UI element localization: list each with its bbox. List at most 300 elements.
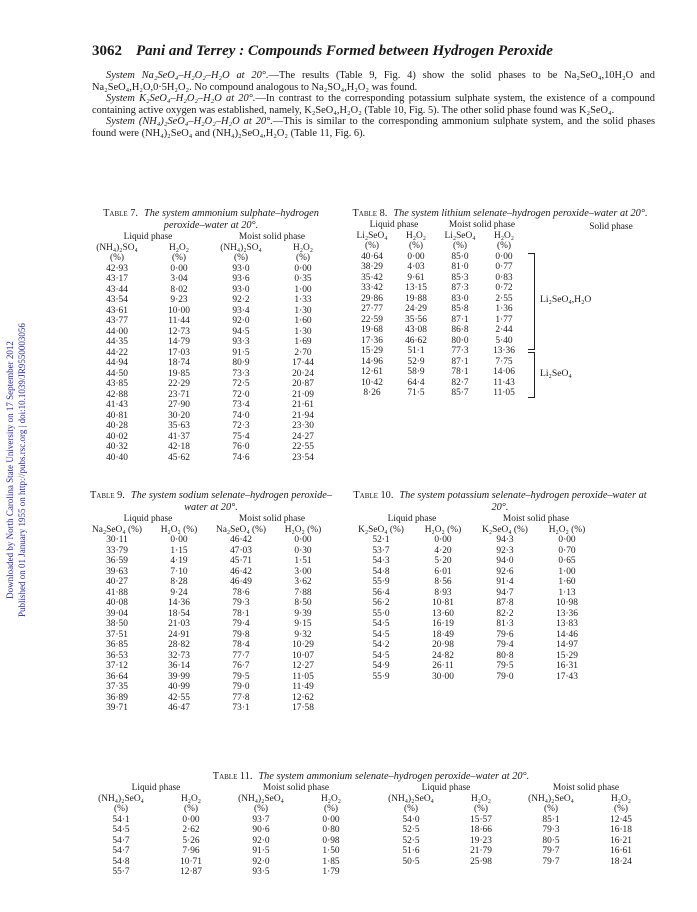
table-cell: 0·98 — [322, 835, 340, 846]
table-row — [350, 325, 650, 336]
table-cell: 16·19 — [432, 619, 454, 629]
table-caption — [350, 208, 650, 220]
table-cell: 18·24 — [610, 856, 632, 867]
table-cell: 21·61 — [292, 400, 314, 410]
table-cell: 1·85 — [322, 856, 340, 867]
table-cell: 3·62 — [294, 577, 312, 587]
table-cell: 1·79 — [322, 867, 340, 877]
table-cell: 85·0 — [451, 251, 469, 262]
liquid-phase-header: Liquid phase — [369, 220, 419, 230]
table-cell: 16·31 — [556, 661, 578, 671]
table-cell: 79·8 — [232, 629, 250, 640]
table-cell: 38·29 — [361, 262, 383, 272]
table-cell: 11·43 — [493, 377, 515, 388]
unit-row — [376, 804, 656, 815]
table-row — [86, 630, 336, 641]
table-cell: 32·73 — [168, 650, 190, 661]
table-cell: 55·7 — [112, 867, 130, 877]
table-cell: 17·43 — [556, 671, 578, 682]
table-cell: 3·00 — [294, 566, 312, 577]
table-cell: 85·8 — [451, 304, 469, 314]
table-cell: 41·37 — [168, 431, 190, 442]
table-7 — [86, 208, 336, 463]
paragraph-potassium — [92, 93, 655, 116]
column-header-row — [86, 525, 336, 536]
table-cell: 78·1 — [451, 367, 469, 377]
table-cell: 93·7 — [252, 814, 270, 825]
table-cell: 7·10 — [170, 566, 188, 577]
table-cell: 44·35 — [106, 337, 128, 347]
unit-label: (%) — [473, 804, 489, 814]
table-cell: 12·87 — [180, 867, 202, 877]
table-row — [350, 304, 650, 315]
table-cell: 23·71 — [168, 389, 190, 400]
unit-row — [350, 241, 650, 252]
group-header-row — [86, 514, 336, 525]
table-cell: 15·29 — [361, 346, 383, 356]
table-cell: 9·32 — [294, 629, 312, 640]
table-cell: 50·5 — [402, 856, 420, 867]
table-cell: 91·4 — [496, 577, 514, 587]
col-header: H₂O₂ — [180, 793, 202, 804]
table-cell: 18·74 — [168, 358, 190, 368]
table-row — [376, 857, 656, 868]
table-cell: 83·0 — [451, 293, 469, 304]
table-cell: 54·1 — [112, 814, 130, 825]
col-header: K₂SeO₄ (%) — [482, 524, 528, 535]
unit-label: (%) — [113, 804, 129, 814]
table-cell: 85·7 — [451, 388, 469, 398]
table-cell: 44·94 — [106, 358, 128, 368]
unit-label: (%) — [364, 241, 380, 251]
table-cell: 21·09 — [292, 389, 314, 400]
table-cell: 75·4 — [232, 431, 250, 442]
table-cell: 26·11 — [432, 661, 454, 671]
table-cell: 54·8 — [112, 856, 130, 867]
table-11-halves — [86, 783, 656, 878]
table-cell: 37·35 — [106, 682, 128, 692]
table-cell: 0·00 — [407, 251, 425, 262]
table-row — [86, 358, 336, 369]
table-cell: 14·96 — [361, 356, 383, 367]
col-header: H₂O₂ — [470, 793, 492, 804]
unit-label: (%) — [403, 804, 419, 814]
phase-label: Li₂SeO₄,H₂O — [540, 293, 592, 305]
unit-label: (%) — [613, 804, 629, 814]
table-cell: 44·22 — [106, 347, 128, 358]
table-cell: 12·45 — [610, 814, 632, 825]
table-body — [86, 815, 376, 878]
table-cell: 91·5 — [252, 846, 270, 856]
table-number: Table 8. — [352, 208, 388, 219]
table-row — [86, 651, 336, 662]
unit-label: (%) — [253, 804, 269, 814]
table-cell: 8·93 — [434, 587, 452, 598]
table-row — [350, 609, 650, 620]
table-cell: 92·2 — [232, 295, 250, 305]
system-heading: System (NH₄)₂SeO₄–H₂O₂–H₂O at 20°. — [106, 116, 273, 128]
table-cell: 40·40 — [106, 452, 128, 463]
table-caption — [86, 771, 656, 783]
table-cell: 82·7 — [451, 377, 469, 388]
table-row — [350, 315, 650, 326]
table-9 — [86, 490, 336, 714]
table-cell: 4·20 — [434, 545, 452, 556]
table-cell: 39·71 — [106, 703, 128, 713]
download-note-line1[interactable]: Downloaded by North Carolina State University on 17 September 2012 — [5, 341, 15, 599]
table-caption — [86, 208, 336, 232]
table-cell: 54·5 — [372, 650, 390, 661]
table-cell: 39·99 — [168, 671, 190, 682]
table-cell: 54·8 — [372, 566, 390, 577]
table-number: Table 10. — [353, 490, 394, 501]
table-cell: 33·42 — [361, 283, 383, 293]
table-cell: 73·3 — [232, 368, 250, 379]
table-cell: 18·54 — [168, 608, 190, 619]
table-row — [350, 273, 650, 284]
table-cell: 35·63 — [168, 421, 190, 431]
table-cell: 18·49 — [432, 629, 454, 640]
table-cell: 73·4 — [232, 400, 250, 410]
table-cell: 73·1 — [232, 703, 250, 713]
table-cell: 21·94 — [292, 410, 314, 421]
table-cell: 5·20 — [434, 556, 452, 566]
table-cell: 40·02 — [106, 431, 128, 442]
table-cell: 79·5 — [496, 661, 514, 671]
table-cell: 24·27 — [292, 431, 314, 442]
table-row — [376, 836, 656, 847]
table-number: Table 9. — [89, 490, 125, 501]
table-cell: 0·83 — [495, 272, 513, 283]
table-cell: 79·0 — [232, 682, 250, 692]
table-cell: 12·61 — [361, 367, 383, 377]
table-caption — [86, 490, 336, 514]
table-cell: 8·56 — [434, 577, 452, 587]
table-row — [86, 815, 376, 826]
table-cell: 41·88 — [106, 587, 128, 598]
table-cell: 10·71 — [180, 856, 202, 867]
table-cell: 19·68 — [361, 325, 383, 335]
table-cell: 37·51 — [106, 629, 128, 640]
table-row — [86, 337, 336, 348]
table-cell: 87·1 — [451, 356, 469, 367]
unit-label: (%) — [171, 253, 187, 263]
unit-label: (%) — [452, 241, 468, 251]
table-cell: 44·50 — [106, 368, 128, 379]
table-cell: 54·2 — [372, 640, 390, 650]
download-margin-note — [4, 190, 30, 750]
table-cell: 92·0 — [232, 316, 250, 326]
paragraph-sodium — [92, 70, 655, 93]
unit-label: (%) — [233, 253, 249, 263]
table-cell: 93·6 — [232, 274, 250, 284]
table-cell: 24·82 — [432, 650, 454, 661]
table-cell: 93·0 — [232, 263, 250, 274]
table-row — [350, 567, 650, 578]
table-cell: 43·85 — [106, 379, 128, 389]
table-cell: 74·0 — [232, 410, 250, 421]
table-cell: 10·07 — [292, 650, 314, 661]
table-cell: 81·3 — [496, 619, 514, 629]
col-header: Li₂SeO₄ — [444, 230, 476, 241]
table-cell: 19·23 — [470, 835, 492, 846]
table-cell: 10·42 — [361, 377, 383, 388]
table-cell: 24·29 — [405, 304, 427, 314]
phase-label: Li₂SeO₄ — [540, 367, 572, 379]
table-row — [86, 264, 336, 275]
col-header: H₂O₂ (%) — [548, 524, 586, 535]
table-cell: 54·3 — [372, 556, 390, 566]
table-row — [86, 836, 376, 847]
table-cell: 43·61 — [106, 305, 128, 316]
table-cell: 42·55 — [168, 692, 190, 703]
table-cell: 1·33 — [294, 295, 312, 305]
table-cell: 18·66 — [470, 825, 492, 835]
table-row — [350, 388, 650, 399]
table-cell: 33·79 — [106, 545, 128, 556]
table-row — [86, 535, 336, 546]
col-header: H₂O₂ — [405, 230, 427, 241]
table-10 — [350, 490, 650, 682]
table-row — [86, 640, 336, 651]
table-cell: 1·00 — [558, 566, 576, 577]
table-row — [86, 577, 336, 588]
table-cell: 54·5 — [372, 619, 390, 629]
table-cell: 1·15 — [170, 545, 188, 556]
table-cell: 52·5 — [402, 825, 420, 835]
table-cell: 0·00 — [558, 535, 576, 545]
table-cell: 24·91 — [168, 629, 190, 640]
table-cell: 76·0 — [232, 442, 250, 452]
table-cell: 58·9 — [407, 367, 425, 377]
table-row — [86, 316, 336, 327]
table-cell: 46·42 — [230, 566, 252, 577]
table-row — [86, 619, 336, 630]
table-cell: 7·75 — [495, 356, 513, 367]
table-row — [350, 556, 650, 567]
table-cell: 30·11 — [106, 535, 128, 545]
table-row — [350, 651, 650, 662]
table-cell: 1·77 — [495, 314, 513, 325]
table-cell: 12·27 — [292, 661, 314, 671]
group-header-row — [86, 232, 336, 243]
table-row — [86, 682, 336, 693]
table-title: The system lithium selenate–hydrogen peroxide–water at 20°. — [393, 208, 648, 219]
table-body — [86, 264, 336, 464]
table-cell: 22·55 — [292, 442, 314, 452]
table-cell: 22·29 — [168, 379, 190, 389]
table-body — [376, 815, 656, 868]
table-cell: 25·98 — [470, 856, 492, 867]
table-row — [86, 825, 376, 836]
table-cell: 13·83 — [556, 619, 578, 629]
table-cell: 51·6 — [402, 846, 420, 856]
table-cell: 14·79 — [168, 337, 190, 347]
table-cell: 0·80 — [322, 825, 340, 835]
table-cell: 46·49 — [230, 577, 252, 587]
group-header-row — [376, 783, 656, 794]
table-cell: 37·12 — [106, 661, 128, 671]
table-cell: 40·81 — [106, 410, 128, 421]
table-cell: 77·3 — [451, 346, 469, 356]
table-number: Table 7. — [103, 208, 138, 219]
table-row — [350, 294, 650, 305]
page-number: 3062 — [92, 43, 122, 59]
table-cell: 8·02 — [170, 284, 188, 295]
liquid-phase-header: Liquid phase — [421, 783, 471, 793]
table-cell: 13·36 — [493, 346, 515, 356]
table-cell: 81·0 — [451, 262, 469, 272]
table-cell: 30·00 — [432, 671, 454, 682]
table-caption — [350, 490, 650, 514]
table-cell: 72·5 — [232, 379, 250, 389]
table-row — [86, 369, 336, 380]
table-cell: 19·88 — [405, 293, 427, 304]
table-row — [376, 846, 656, 857]
col-header: H₂O₂ (%) — [160, 524, 198, 535]
table-cell: 79·7 — [542, 846, 560, 856]
table-cell: 64·4 — [407, 377, 425, 388]
phase-bracket — [528, 352, 535, 398]
paragraph-ammonium — [92, 116, 655, 139]
table-cell: 43·17 — [106, 274, 128, 284]
table-row — [86, 556, 336, 567]
table-cell: 36·64 — [106, 671, 128, 682]
table-cell: 40·64 — [361, 251, 383, 262]
table-cell: 11·05 — [493, 388, 515, 398]
unit-row — [86, 804, 376, 815]
table-cell: 80·8 — [496, 650, 514, 661]
table-cell: 92·6 — [496, 566, 514, 577]
table-cell: 7·88 — [294, 587, 312, 598]
table-cell: 42·88 — [106, 389, 128, 400]
page-header — [92, 42, 652, 60]
col-header: Na₂SeO₄ (%) — [91, 524, 142, 535]
table-cell: 79·7 — [542, 856, 560, 867]
table-cell: 78·1 — [232, 608, 250, 619]
table-cell: 0·00 — [434, 535, 452, 545]
table-row — [350, 630, 650, 641]
table-cell: 78·4 — [232, 640, 250, 650]
col-header: H₂O₂ (%) — [424, 524, 462, 535]
col-header: H₂O₂ (%) — [284, 524, 322, 535]
table-cell: 45·71 — [230, 556, 252, 566]
table-cell: 28·82 — [168, 640, 190, 650]
table-cell: 51·1 — [407, 346, 425, 356]
table-cell: 36·14 — [168, 661, 190, 671]
table-cell: 54·7 — [112, 835, 130, 846]
table-cell: 5·40 — [495, 335, 513, 346]
table-cell: 16·21 — [610, 835, 632, 846]
table-cell: 22·59 — [361, 314, 383, 325]
table-cell: 35·42 — [361, 272, 383, 283]
table-cell: 27·77 — [361, 304, 383, 314]
table-row — [86, 453, 336, 464]
table-cell: 40·28 — [106, 421, 128, 431]
table-row — [350, 346, 650, 357]
table-cell: 23·54 — [292, 452, 314, 463]
table-cell: 80·5 — [542, 835, 560, 846]
table-row — [350, 577, 650, 588]
table-cell: 10·29 — [292, 640, 314, 650]
table-row — [86, 567, 336, 578]
table-cell: 30·20 — [168, 410, 190, 421]
table-cell: 55·9 — [372, 671, 390, 682]
table-cell: 87·8 — [496, 598, 514, 608]
table-cell: 4·19 — [170, 556, 188, 566]
table-cell: 8·28 — [170, 577, 188, 587]
table-title: The system potassium selenate–hydrogen peroxide–water at 20°. — [399, 490, 647, 513]
table-row — [350, 661, 650, 672]
table-cell: 56·4 — [372, 587, 390, 598]
table-cell: 4·03 — [407, 262, 425, 272]
table-cell: 10·98 — [556, 598, 578, 608]
table-cell: 87·1 — [451, 314, 469, 325]
table-cell: 1·13 — [558, 587, 576, 598]
download-note-line2[interactable]: Published on 01 January 1955 on http://pubs.rsc.org | doi:10.1039/JR9550003056 — [17, 323, 27, 617]
liquid-phase-header: Liquid phase — [387, 514, 437, 524]
table-cell: 43·44 — [106, 284, 128, 295]
table-row — [350, 378, 650, 389]
table-cell: 40·27 — [106, 577, 128, 587]
table-cell: 93·4 — [232, 305, 250, 316]
col-header: Na₂SeO₄ (%) — [215, 524, 266, 535]
table-cell: 77·7 — [232, 650, 250, 661]
table-cell: 17·03 — [168, 347, 190, 358]
table-cell: 43·54 — [106, 295, 128, 305]
table-cell: 93·5 — [252, 867, 270, 877]
table-cell: 36·59 — [106, 556, 128, 566]
solid-phase-header: Moist solid phase — [448, 220, 516, 230]
table-cell: 3·04 — [170, 274, 188, 284]
table-cell: 20·87 — [292, 379, 314, 389]
unit-row — [86, 253, 336, 264]
table-cell: 80·9 — [232, 358, 250, 368]
table-row — [350, 283, 650, 294]
table-body — [86, 535, 336, 714]
table-row — [86, 846, 376, 857]
table-cell: 79·3 — [542, 825, 560, 835]
table-cell: 0·72 — [495, 283, 513, 293]
table-cell: 43·08 — [405, 325, 427, 335]
table-cell: 20·98 — [432, 640, 454, 650]
table-row — [86, 348, 336, 359]
table-row — [376, 825, 656, 836]
table-cell: 92·0 — [252, 835, 270, 846]
table-cell: 77·8 — [232, 692, 250, 703]
table-cell: 0·65 — [558, 556, 576, 566]
col-header: H₂O₂ — [168, 242, 190, 253]
table-cell: 11·44 — [168, 316, 190, 326]
col-header: H₂O₂ — [610, 793, 632, 804]
table-cell: 16·18 — [610, 825, 632, 835]
table-cell: 52·1 — [372, 535, 390, 545]
table-row — [350, 619, 650, 630]
table-row — [86, 274, 336, 285]
table-row — [350, 598, 650, 609]
table-11 — [86, 771, 656, 878]
table-cell: 36·53 — [106, 650, 128, 661]
table-cell: 9·61 — [407, 272, 425, 283]
table-cell: 42·18 — [168, 442, 190, 452]
table-row — [86, 857, 376, 868]
table-cell: 12·62 — [292, 692, 314, 703]
table-cell: 92·0 — [252, 856, 270, 867]
table-cell: 55·0 — [372, 608, 390, 619]
table-cell: 79·4 — [496, 640, 514, 650]
table-cell: 13·15 — [405, 283, 427, 293]
table-title: The system sodium selenate–hydrogen peroxide–water at 20°. — [130, 490, 332, 513]
